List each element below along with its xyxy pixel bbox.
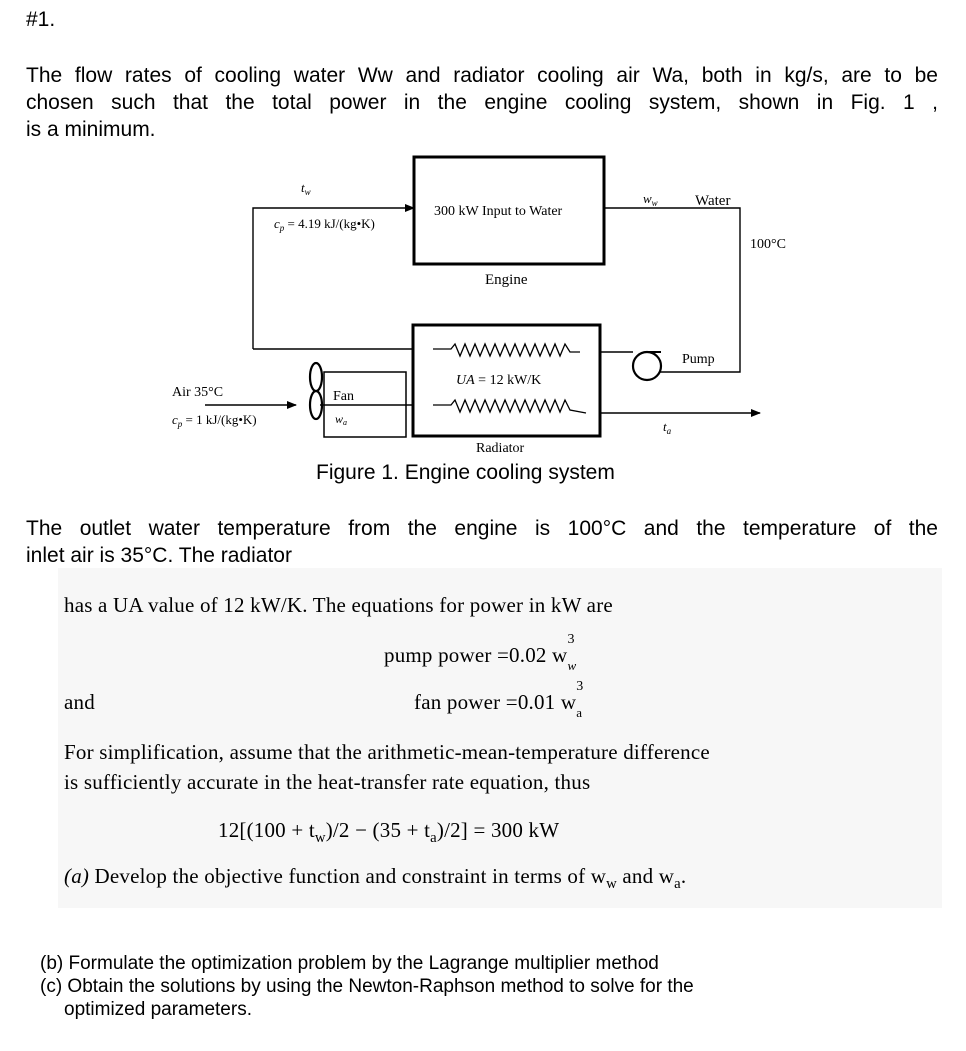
ua-label: UA = 12 kW/K [456, 373, 542, 388]
intro-line-3: is a minimum. [26, 118, 156, 141]
part-a: (a) Develop the objective function and constraint in terms of $w_w$ and $w_a$. [64, 864, 687, 893]
conditions-line-1: The outlet water temperature from the engine is 100°C and the temperature of the [26, 517, 938, 540]
constraint-equation: $12[(100 + t_w)/2 - (35 + t_a)/2] = 300$ kW [218, 818, 560, 847]
tw-label: $t_w$ [301, 180, 311, 197]
conditions-line-2: inlet air is 35°C. The radiator [26, 544, 292, 567]
radiator-label: Radiator [476, 441, 525, 456]
engine-label: Engine [485, 272, 528, 288]
cp-water-label: $c_p = 4.19$ kJ/(kg•K) [274, 216, 375, 233]
cp-air-label: $c_p = 1$ kJ/(kg•K) [172, 412, 257, 429]
problem-conditions [26, 515, 938, 569]
pump-label: Pump [682, 352, 715, 367]
engine-input-label: 300 kW Input to Water [434, 204, 563, 219]
remaining-parts [40, 952, 694, 1021]
problem-number: #1. [26, 8, 56, 31]
simplification-line-2: is sufficiently accurate in the heat-transfer rate equation, thus [64, 770, 591, 794]
fan-icon [310, 363, 322, 419]
temp-100-label: 100°C [750, 237, 786, 252]
part-c-line-1: (c) Obtain the solutions by using the Newton-Raphson method to solve for the [40, 976, 694, 997]
intro-line-1: The flow rates of cooling water Ww and radiator cooling air Wa, both in kg/s, are to be [26, 64, 938, 87]
air-temp-label: Air 35°C [172, 385, 224, 400]
ta-label: $t_a$ [663, 419, 672, 436]
textbook-excerpt [58, 568, 942, 908]
water-label: Water [695, 193, 731, 209]
ua-statement: has a UA value of 12 kW/K. The equations for power in kW are [64, 593, 613, 617]
pump-power-equation: pump power =0.02 w 3 $_w$ [384, 632, 577, 673]
fan-label: Fan [333, 389, 354, 404]
engine-cooling-diagram [0, 0, 966, 470]
and-word: and [64, 690, 95, 714]
fan-power-equation: fan power =0.01 w 3 $_a$ [414, 679, 584, 720]
part-b: (b) Formulate the optimization problem by the Lagrange multiplier method [40, 953, 659, 974]
simplification-line-1: For simplification, assume that the arithmetic-mean-temperature difference [64, 740, 710, 764]
ww-label: $w_w$ [643, 191, 658, 208]
figure-caption: Figure 1. Engine cooling system [316, 461, 615, 484]
part-c-line-2: optimized parameters. [64, 999, 252, 1020]
wa-label: wa [335, 412, 348, 427]
pump-icon [633, 352, 661, 380]
intro-line-2: chosen such that the total power in the engine cooling system, shown in Fig. 1 , [26, 91, 938, 114]
